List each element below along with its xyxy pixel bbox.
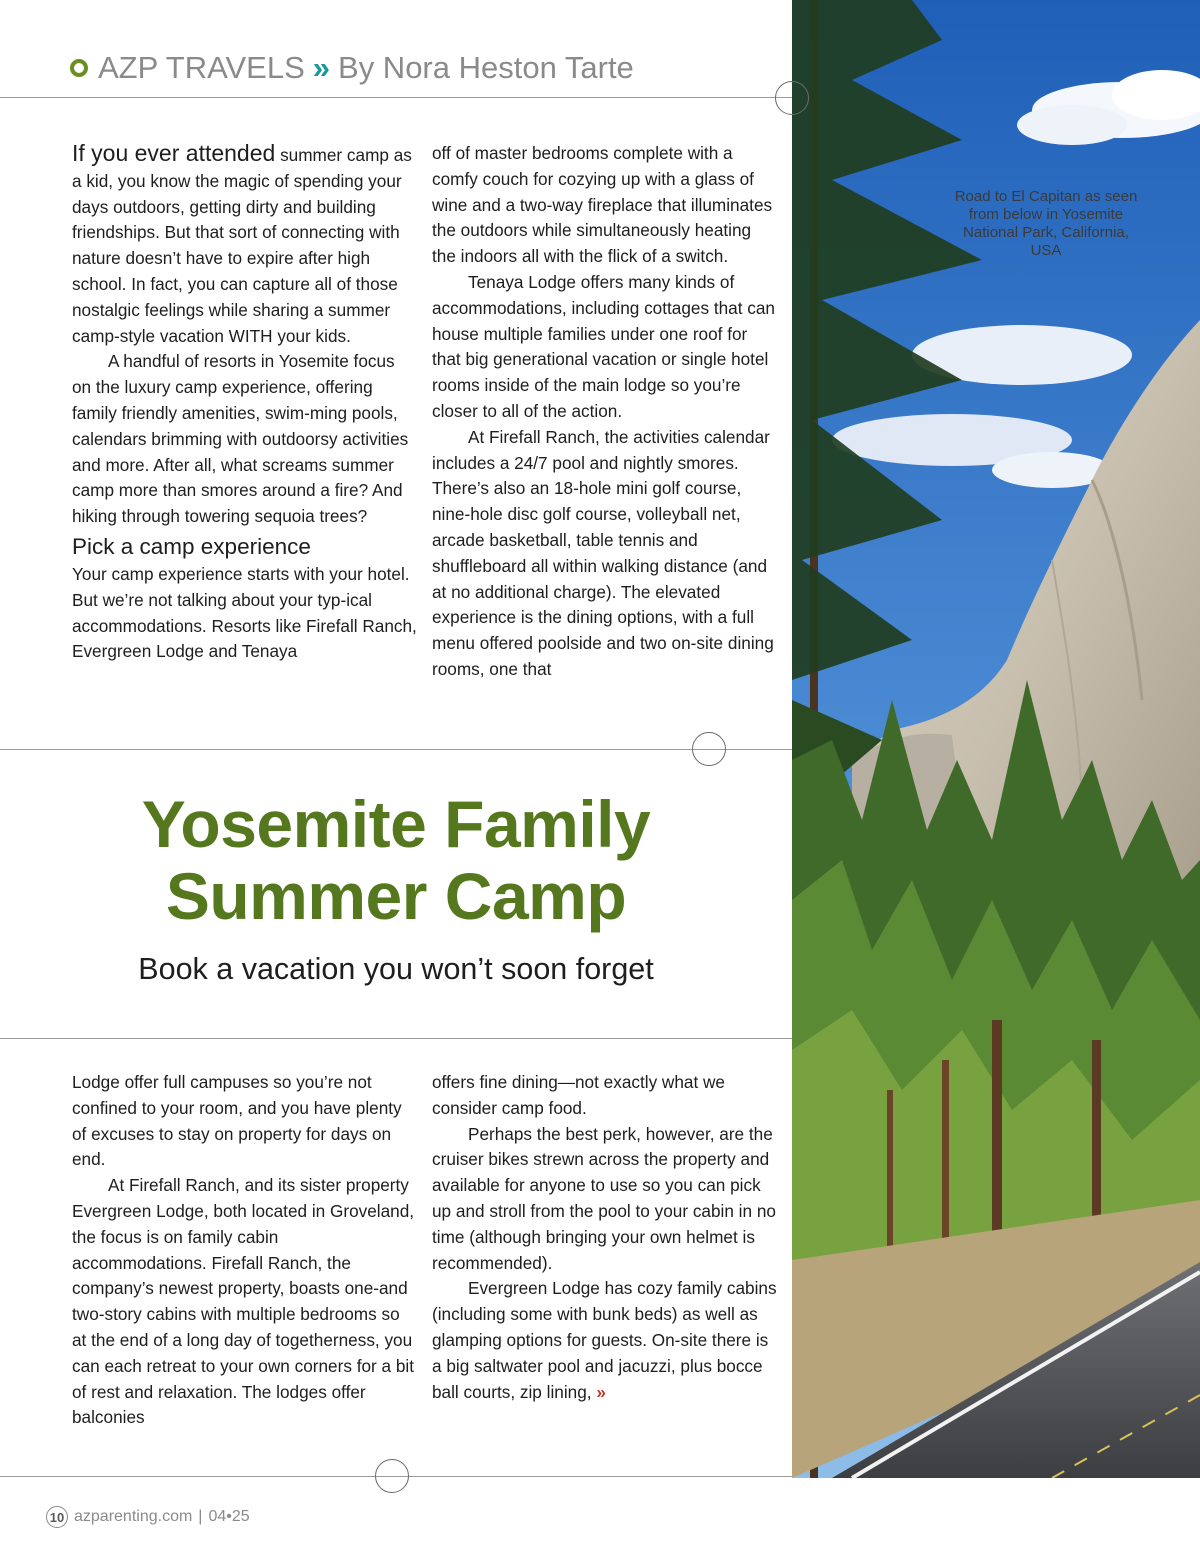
footer-divider: | bbox=[198, 1508, 203, 1525]
title-top-rule bbox=[0, 749, 792, 750]
footer-issue: 04•25 bbox=[208, 1508, 250, 1525]
article-subtitle: Book a vacation you won’t soon forget bbox=[138, 952, 654, 986]
paragraph: A handful of resorts in Yosemite focus on the luxury camp experience, offering family friendly amenities, swim-ming pools, calendars brimming with outdoorsy activities and more. After all, what screams summer camp more than smores around a fire? And hiking through towering sequoia trees? bbox=[72, 351, 409, 527]
subheading: Pick a camp experience bbox=[72, 533, 311, 559]
footer-rule-ring bbox=[375, 1459, 409, 1493]
paragraph: Lodge offer full campuses so you’re not confined to your room, and you have plenty of excuses to stay on property for days on end. bbox=[72, 1072, 402, 1170]
byline: By Nora Heston Tarte bbox=[338, 50, 634, 85]
paragraph: Evergreen Lodge has cozy family cabins (including some with bunk beds) as well as glamping options for guests. On-site there is a big saltwater pool and jacuzzi, plus bocce ball courts, zip lining, » bbox=[432, 1278, 777, 1402]
header-rule bbox=[0, 97, 792, 98]
paragraph: off of master bedrooms complete with a comfy couch for cozying up with a glass of wine and a two-way fireplace that illuminates the outdoors while simultaneously heating the indoors all with the flick of a switch. bbox=[432, 143, 773, 267]
photo-caption: Road to El Capitan as seen from below in Yosemite National Park, California, USA bbox=[954, 188, 1138, 259]
title-line-2: Summer Camp bbox=[165, 859, 627, 933]
title-top-ring bbox=[692, 732, 726, 766]
continued-chevron-icon: » bbox=[596, 1381, 606, 1402]
paragraph: Perhaps the best perk, however, are the cruiser bikes strewn across the property and available for anyone to use so you can pick up and stroll from the pool to your cabin in no time (although bringing your own helmet is recommended). bbox=[432, 1123, 776, 1273]
double-chevron-icon: » bbox=[312, 50, 331, 85]
article-title bbox=[0, 788, 792, 932]
column-1-top bbox=[72, 141, 417, 665]
bullet-circle-icon bbox=[70, 59, 88, 77]
column-1-bottom bbox=[72, 1070, 417, 1431]
title-line-1: Yosemite Family bbox=[141, 787, 651, 861]
paragraph: At Firefall Ranch, and its sister property Evergreen Lodge, both located in Groveland, the focus is on family cabin accommodations. Firefall Ranch, the company’s newest property, boasts one-and two-story cabins with multiple bedrooms so at the end of a long day of togetherness, you can each retreat to your own corners for a bit of rest and relaxation. The lodges offer balconies bbox=[72, 1175, 415, 1428]
paragraph: offers fine dining—not exactly what we consider camp food. bbox=[432, 1072, 725, 1118]
lead-in: If you ever attended bbox=[72, 140, 276, 166]
page-footer bbox=[46, 1505, 250, 1529]
section-label: AZP TRAVELS bbox=[98, 50, 305, 85]
intro-paragraph: If you ever attended summer camp as a kid, you know the magic of spending your days outdoors, getting dirty and building friendships. But that sort of connecting with nature doesn’t have to expire after high school. In fact, you can capture all of those nostalgic feelings while sharing a summer camp-style vacation WITH your kids. bbox=[72, 140, 412, 346]
paragraph: At Firefall Ranch, the activities calendar includes a 24/7 pool and nightly smores. There’s also an 18-hole mini golf course, nine-hole disc golf course, volleyball net, arcade basketball, table tennis and shuffleboard all within walking distance (and at no additional charge). The elevated experience is the dining options, with a full menu offered poolside and two on-site dining rooms, one that bbox=[432, 426, 774, 679]
footer-site: azparenting.com bbox=[74, 1508, 193, 1525]
paragraph: Your camp experience starts with your hotel. But we’re not talking about your typ-ical accommodations. Resorts like Firefall Ranch, Evergreen Lodge and Tenaya bbox=[72, 563, 417, 662]
column-2-bottom bbox=[432, 1070, 777, 1405]
paragraph: Tenaya Lodge offers many kinds of accommodations, including cottages that can house multiple families under one roof for that big generational vacation or single hotel rooms inside of the main lodge so you’re closer to all of the action. bbox=[432, 271, 775, 421]
title-bottom-rule bbox=[0, 1038, 792, 1039]
header-rule-ring bbox=[775, 81, 809, 115]
column-2-top bbox=[432, 141, 777, 683]
section-header bbox=[70, 46, 634, 90]
page-number: 10 bbox=[46, 1506, 68, 1528]
